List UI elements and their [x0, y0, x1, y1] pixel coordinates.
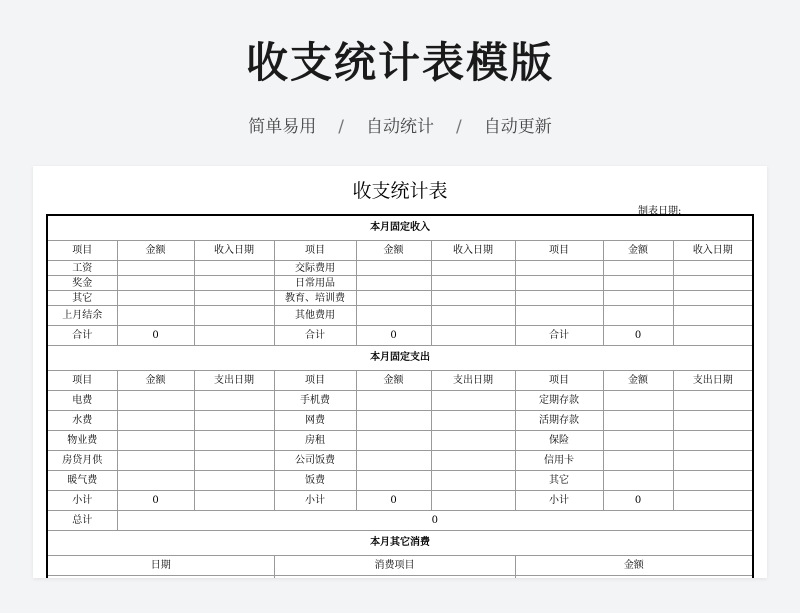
date-cell[interactable] [431, 391, 515, 411]
item-cell[interactable]: 手机费 [274, 391, 356, 411]
tag-auto-update: 自动更新 [483, 117, 552, 137]
date-cell[interactable] [194, 291, 274, 306]
total-value: 0 [117, 326, 194, 346]
subtotal-label: 小计 [274, 491, 356, 511]
item-cell[interactable]: 日常用品 [274, 276, 356, 291]
date-cell[interactable] [194, 276, 274, 291]
amount-cell[interactable] [603, 291, 673, 306]
item-cell[interactable]: 上月结余 [47, 306, 117, 326]
date-cell[interactable] [194, 411, 274, 431]
income-section-title: 本月固定收入 [47, 215, 753, 241]
item-cell[interactable]: 饭费 [274, 471, 356, 491]
item-cell[interactable]: 其他费用 [274, 306, 356, 326]
tag-auto-stats: 自动统计 [366, 117, 434, 137]
date-label: 制表日期: [638, 206, 682, 217]
header-cell: 收入日期 [673, 241, 753, 261]
header-cell: 项目 [515, 241, 603, 261]
item-cell[interactable]: 房贷月供 [47, 451, 117, 471]
item-cell[interactable] [515, 306, 603, 326]
item-cell[interactable]: 教育、培训费 [274, 291, 356, 306]
header-cell: 支出日期 [431, 371, 515, 391]
subtotal-value: 0 [603, 491, 673, 511]
page-title: 收支统计表模版 [245, 38, 554, 87]
statistics-table [46, 214, 754, 578]
item-cell[interactable]: 网费 [274, 411, 356, 431]
amount-cell[interactable] [117, 471, 194, 491]
amount-cell[interactable] [356, 291, 431, 306]
item-cell[interactable]: 交际费用 [274, 261, 356, 276]
header-cell: 收入日期 [194, 241, 274, 261]
item-cell[interactable]: 保险 [515, 431, 603, 451]
date-cell[interactable] [194, 471, 274, 491]
feature-tags [0, 112, 800, 137]
subtotal-row [47, 491, 753, 511]
amount-cell[interactable] [117, 261, 194, 276]
item-cell[interactable]: 电费 [47, 391, 117, 411]
date-cell[interactable] [431, 451, 515, 471]
date-cell[interactable] [673, 431, 753, 451]
amount-cell[interactable] [603, 451, 673, 471]
subtotal-value: 0 [356, 491, 431, 511]
item-cell[interactable]: 其它 [515, 471, 603, 491]
date-cell[interactable] [431, 471, 515, 491]
total-label: 合计 [47, 326, 117, 346]
header-cell: 项目 [47, 371, 117, 391]
item-cell[interactable]: 房租 [274, 431, 356, 451]
date-cell[interactable] [194, 431, 274, 451]
table-row [47, 391, 753, 411]
header-cell: 收入日期 [431, 241, 515, 261]
grand-total-label: 总计 [47, 511, 117, 531]
date-cell[interactable] [673, 391, 753, 411]
amount-cell[interactable] [356, 306, 431, 326]
item-cell[interactable]: 奖金 [47, 276, 117, 291]
amount-cell[interactable] [356, 391, 431, 411]
item-cell[interactable]: 水费 [47, 411, 117, 431]
total-value: 0 [356, 326, 431, 346]
header-row [47, 371, 753, 391]
header-cell: 金额 [356, 241, 431, 261]
item-cell[interactable] [515, 276, 603, 291]
table-row [47, 291, 753, 306]
subtotal-value: 0 [117, 491, 194, 511]
table-row [47, 471, 753, 491]
header-row [47, 556, 753, 576]
total-value: 0 [603, 326, 673, 346]
date-cell[interactable] [673, 276, 753, 291]
subtotal-label: 小计 [515, 491, 603, 511]
item-cell[interactable]: 物业费 [47, 431, 117, 451]
amount-cell[interactable] [356, 411, 431, 431]
date-cell[interactable] [431, 491, 515, 511]
date-cell[interactable] [673, 451, 753, 471]
total-label: 合计 [274, 326, 356, 346]
section-row [47, 346, 753, 371]
amount-cell[interactable] [117, 411, 194, 431]
date-cell[interactable] [194, 451, 274, 471]
amount-cell[interactable] [603, 261, 673, 276]
item-cell[interactable]: 定期存款 [515, 391, 603, 411]
header-cell: 项目 [47, 241, 117, 261]
header-cell: 项目 [274, 241, 356, 261]
amount-cell[interactable] [117, 391, 194, 411]
spreadsheet-preview [33, 166, 767, 578]
header-cell: 支出日期 [673, 371, 753, 391]
section-row [47, 531, 753, 556]
date-cell[interactable] [47, 576, 274, 579]
amount-cell[interactable] [356, 451, 431, 471]
amount-cell[interactable] [356, 471, 431, 491]
other-section-title: 本月其它消费 [47, 531, 753, 556]
grand-total-row [47, 511, 753, 531]
header-cell: 金额 [117, 241, 194, 261]
item-cell[interactable] [274, 576, 515, 579]
header-cell: 金额 [356, 371, 431, 391]
item-cell[interactable]: 公司饭费 [274, 451, 356, 471]
date-cell[interactable] [431, 411, 515, 431]
date-cell[interactable] [673, 326, 753, 346]
subtotal-label: 小计 [47, 491, 117, 511]
header-cell: 支出日期 [194, 371, 274, 391]
amount-cell[interactable] [117, 291, 194, 306]
item-cell[interactable] [515, 291, 603, 306]
header-cell: 金额 [603, 371, 673, 391]
amount-cell[interactable] [356, 431, 431, 451]
date-cell[interactable] [431, 431, 515, 451]
table-row [47, 306, 753, 326]
table-row [47, 431, 753, 451]
date-cell[interactable] [673, 411, 753, 431]
date-cell[interactable] [431, 291, 515, 306]
date-cell[interactable] [194, 491, 274, 511]
tag-separator: / [338, 117, 344, 137]
date-cell[interactable] [431, 261, 515, 276]
sheet-title: 收支统计表 [352, 180, 448, 202]
amount-cell[interactable] [117, 276, 194, 291]
date-cell[interactable] [431, 326, 515, 346]
date-cell[interactable] [194, 306, 274, 326]
header-cell: 日期 [47, 556, 274, 576]
expense-section-title: 本月固定支出 [47, 346, 753, 371]
header-cell: 金额 [603, 241, 673, 261]
date-cell[interactable] [431, 306, 515, 326]
table-row [47, 451, 753, 471]
table-row [47, 276, 753, 291]
date-cell[interactable] [431, 276, 515, 291]
amount-cell[interactable] [515, 576, 753, 579]
date-cell[interactable] [194, 261, 274, 276]
date-cell[interactable] [673, 491, 753, 511]
date-cell[interactable] [673, 261, 753, 276]
item-cell[interactable]: 暖气费 [47, 471, 117, 491]
amount-cell[interactable] [603, 306, 673, 326]
date-cell[interactable] [673, 291, 753, 306]
amount-cell[interactable] [603, 276, 673, 291]
header-cell: 金额 [117, 371, 194, 391]
header-cell: 金额 [515, 556, 753, 576]
item-cell[interactable]: 活期存款 [515, 411, 603, 431]
total-label: 合计 [515, 326, 603, 346]
total-row [47, 326, 753, 346]
amount-cell[interactable] [603, 431, 673, 451]
table-row [47, 261, 753, 276]
amount-cell[interactable] [117, 451, 194, 471]
amount-cell[interactable] [603, 471, 673, 491]
grand-total-value: 0 [117, 511, 753, 531]
amount-cell[interactable] [356, 276, 431, 291]
date-cell[interactable] [673, 471, 753, 491]
tag-separator: / [456, 117, 462, 137]
item-cell[interactable]: 工资 [47, 261, 117, 276]
header-cell: 消费项目 [274, 556, 515, 576]
item-cell[interactable]: 其它 [47, 291, 117, 306]
amount-cell[interactable] [117, 306, 194, 326]
header-row [47, 241, 753, 261]
header-cell: 项目 [274, 371, 356, 391]
amount-cell[interactable] [603, 391, 673, 411]
date-cell[interactable] [673, 306, 753, 326]
date-cell[interactable] [194, 391, 274, 411]
date-cell[interactable] [194, 326, 274, 346]
item-cell[interactable] [515, 261, 603, 276]
section-row [47, 215, 753, 241]
table-row [47, 576, 753, 579]
tag-easy: 简单易用 [248, 117, 317, 137]
amount-cell[interactable] [603, 411, 673, 431]
amount-cell[interactable] [356, 261, 431, 276]
item-cell[interactable]: 信用卡 [515, 451, 603, 471]
header-cell: 项目 [515, 371, 603, 391]
amount-cell[interactable] [117, 431, 194, 451]
table-row [47, 411, 753, 431]
